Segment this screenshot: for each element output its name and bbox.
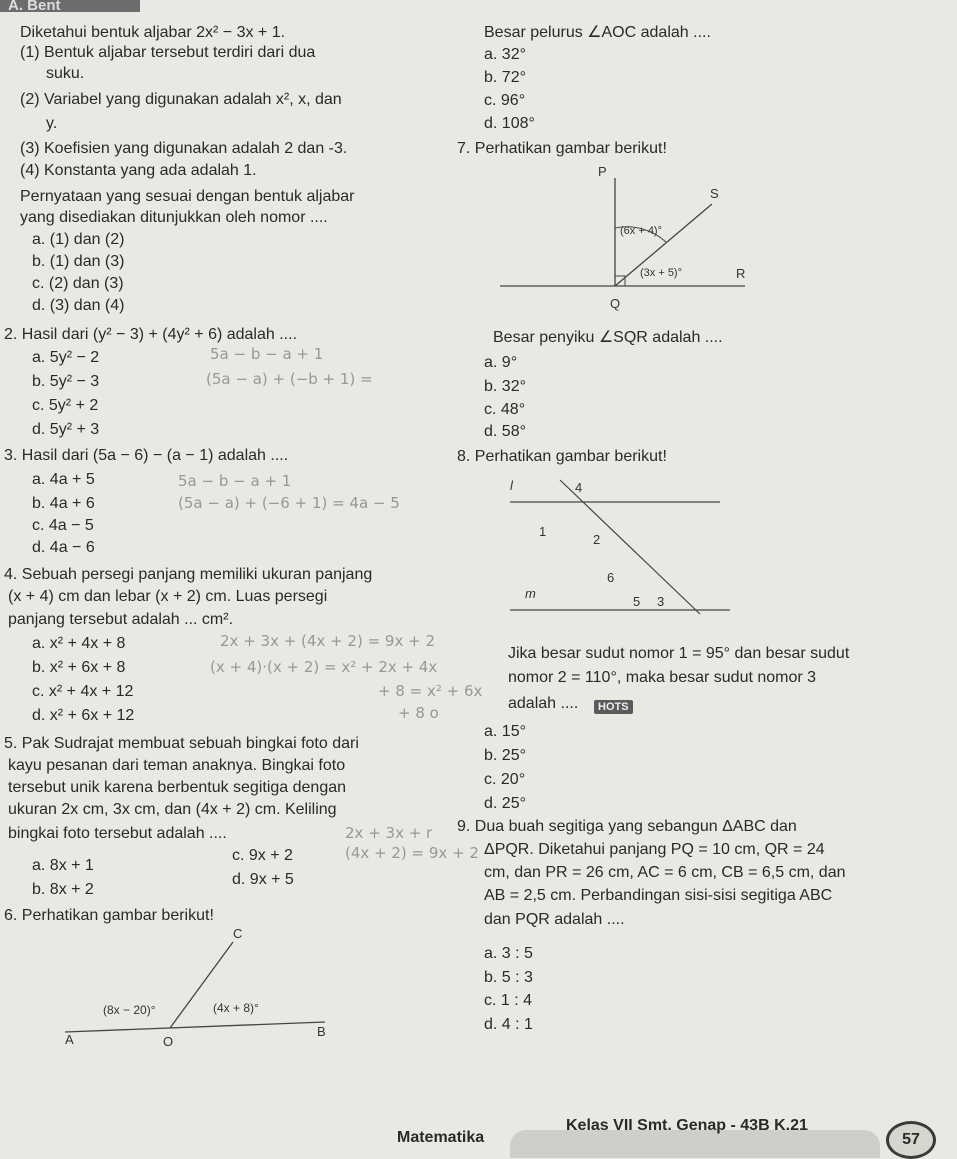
q9-option-c[interactable]: c. 1 : 4 <box>484 992 533 1009</box>
q9-line3: cm, dan PR = 26 cm, AC = 6 cm, CB = 6,5 cm, dan <box>484 864 846 881</box>
q6-heading: 6. Perhatikan gambar berikut! <box>4 907 214 924</box>
q7-option-d[interactable]: d. 58° <box>484 423 526 440</box>
q1-ask-line2: yang disediakan ditunjukkan oleh nomor .... <box>20 209 328 226</box>
angle-left-label: (8x − 20)° <box>103 1003 156 1017</box>
statement-1b: suku. <box>46 65 85 82</box>
handwriting-2: (5a − a) + (−b + 1) = <box>206 370 373 388</box>
handwriting-4: (5a − a) + (−6 + 1) = 4a − 5 <box>178 494 400 512</box>
q8-option-a[interactable]: a. 15° <box>484 723 526 740</box>
figure-angle-aoc <box>55 920 345 1050</box>
statement-2a: (2) Variabel yang digunakan adalah x², x, dan <box>20 91 342 108</box>
q6-option-d[interactable]: d. 108° <box>484 115 535 132</box>
angle-3: 3 <box>657 594 665 609</box>
q3-option-c[interactable]: c. 4a − 5 <box>32 517 94 534</box>
q7-heading: 7. Perhatikan gambar berikut! <box>457 140 667 157</box>
angle-6: 6 <box>607 570 615 585</box>
label-r: R <box>736 266 746 281</box>
page-number: 57 <box>886 1121 936 1159</box>
top-label: A. Bent <box>8 0 61 14</box>
q9-line1: 9. Dua buah segitiga yang sebangun ΔABC dan <box>457 818 797 835</box>
handwriting-6: (x + 4)·(x + 2) = x² + 2x + 4x <box>210 658 438 676</box>
handwriting-8: + 8 o <box>398 704 439 722</box>
handwriting-1: 5a − b − a + 1 <box>210 345 324 363</box>
q4-option-a[interactable]: a. x² + 4x + 8 <box>32 635 126 652</box>
label-o: O <box>163 1034 174 1049</box>
q4-line3: panjang tersebut adalah ... cm². <box>8 611 234 628</box>
ray-oc <box>170 942 233 1028</box>
q9-line4: AB = 2,5 cm. Perbandingan sisi-sisi segitiga ABC <box>484 887 833 904</box>
q5-line5: bingkai foto tersebut adalah .... <box>8 825 227 842</box>
q7-option-b[interactable]: b. 32° <box>484 378 526 395</box>
statement-1a: (1) Bentuk aljabar tersebut terdiri dari dua <box>20 44 316 61</box>
figure-angle-sqr <box>490 156 760 316</box>
footer-subject: Matematika <box>397 1129 485 1146</box>
q5-line4: ukuran 2x cm, 3x cm, dan (4x + 2) cm. Keliling <box>8 801 337 818</box>
q8-option-c[interactable]: c. 20° <box>484 771 526 788</box>
q3-question: 3. Hasil dari (5a − 6) − (a − 1) adalah .... <box>4 447 289 464</box>
q4-option-b[interactable]: b. x² + 6x + 8 <box>32 659 126 676</box>
q3-option-d[interactable]: d. 4a − 6 <box>32 539 95 556</box>
q2-option-b[interactable]: b. 5y² − 3 <box>32 373 100 390</box>
angle-5: 5 <box>633 594 641 609</box>
handwriting-7: + 8 = x² + 6x <box>378 682 483 700</box>
q1-intro: Diketahui bentuk aljabar 2x² − 3x + 1. <box>20 24 286 41</box>
q1-option-a[interactable]: a. (1) dan (2) <box>32 231 125 248</box>
q7-option-a[interactable]: a. 9° <box>484 354 518 371</box>
statement-4: (4) Konstanta yang ada adalah 1. <box>20 162 257 179</box>
handwriting-3: 5a − b − a + 1 <box>178 472 292 490</box>
q7-option-c[interactable]: c. 48° <box>484 401 526 418</box>
angle-4: 4 <box>575 480 583 495</box>
q5-option-c[interactable]: c. 9x + 2 <box>232 847 293 864</box>
q9-option-b[interactable]: b. 5 : 3 <box>484 969 533 986</box>
q3-option-a[interactable]: a. 4a + 5 <box>32 471 95 488</box>
statement-3: (3) Koefisien yang digunakan adalah 2 dan -3. <box>20 140 348 157</box>
label-b: B <box>317 1024 326 1039</box>
label-a: A <box>65 1032 74 1047</box>
figure-parallel-lines <box>505 472 745 622</box>
q2-question: 2. Hasil dari (y² − 3) + (4y² + 6) adalah .... <box>4 326 298 343</box>
q3-option-b[interactable]: b. 4a + 6 <box>32 495 95 512</box>
q5-line3: tersebut unik karena berbentuk segitiga dengan <box>8 779 347 796</box>
handwriting-10: (4x + 2) = 9x + 2 <box>345 844 479 862</box>
q1-option-d[interactable]: d. (3) dan (4) <box>32 297 125 314</box>
q2-option-c[interactable]: c. 5y² + 2 <box>32 397 99 414</box>
q5-option-d[interactable]: d. 9x + 5 <box>232 871 294 888</box>
q8-line3: adalah .... <box>508 695 579 712</box>
q5-line2: kayu pesanan dari teman anaknya. Bingkai foto <box>8 757 346 774</box>
label-p: P <box>598 164 607 179</box>
q6-ask: Besar pelurus ∠AOC adalah .... <box>484 24 711 41</box>
q4-option-d[interactable]: d. x² + 6x + 12 <box>32 707 135 724</box>
transversal <box>560 480 700 614</box>
label-q: Q <box>610 296 621 311</box>
q4-line2: (x + 4) cm dan lebar (x + 2) cm. Luas persegi <box>8 588 328 605</box>
q7-ask: Besar penyiku ∠SQR adalah .... <box>493 329 723 346</box>
q1-option-b[interactable]: b. (1) dan (3) <box>32 253 125 270</box>
q9-line2: ΔPQR. Diketahui panjang PQ = 10 cm, QR = 24 <box>484 841 825 858</box>
q9-option-a[interactable]: a. 3 : 5 <box>484 945 533 962</box>
q4-option-c[interactable]: c. x² + 4x + 12 <box>32 683 134 700</box>
q1-ask-line1: Pernyataan yang sesuai dengan bentuk aljabar <box>20 188 355 205</box>
q5-option-a[interactable]: a. 8x + 1 <box>32 857 94 874</box>
q6-option-b[interactable]: b. 72° <box>484 69 526 86</box>
label-l: l <box>510 478 513 493</box>
label-s: S <box>710 186 719 201</box>
q9-line5: dan PQR adalah .... <box>484 911 625 928</box>
handwriting-5: 2x + 3x + (4x + 2) = 9x + 2 <box>220 632 435 650</box>
q8-line2: nomor 2 = 110°, maka besar sudut nomor 3 <box>508 669 817 686</box>
q8-heading: 8. Perhatikan gambar berikut! <box>457 448 667 465</box>
angle-upper-label: (6x + 4)° <box>620 225 662 237</box>
q2-option-a[interactable]: a. 5y² − 2 <box>32 349 100 366</box>
angle-lower-label: (3x + 5)° <box>640 267 682 279</box>
q4-line1: 4. Sebuah persegi panjang memiliki ukuran panjang <box>4 566 373 583</box>
q5-line1: 5. Pak Sudrajat membuat sebuah bingkai foto dari <box>4 735 359 752</box>
q6-option-a[interactable]: a. 32° <box>484 46 526 63</box>
q8-option-b[interactable]: b. 25° <box>484 747 526 764</box>
q1-option-c[interactable]: c. (2) dan (3) <box>32 275 124 292</box>
footer-book: Kelas VII Smt. Genap - 43B K.21 <box>566 1117 808 1134</box>
label-c: C <box>233 926 243 941</box>
q8-option-d[interactable]: d. 25° <box>484 795 526 812</box>
q5-option-b[interactable]: b. 8x + 2 <box>32 881 94 898</box>
q2-option-d[interactable]: d. 5y² + 3 <box>32 421 100 438</box>
q8-line1: Jika besar sudut nomor 1 = 95° dan besar sudut <box>508 645 850 662</box>
handwriting-9: 2x + 3x + r <box>345 824 433 842</box>
angle-2: 2 <box>593 532 601 547</box>
hots-badge: HOTS <box>594 700 633 714</box>
angle-right-label: (4x + 8)° <box>213 1001 259 1015</box>
q9-option-d[interactable]: d. 4 : 1 <box>484 1016 533 1033</box>
line-ab <box>65 1022 325 1032</box>
label-m: m <box>525 586 536 601</box>
angle-1: 1 <box>539 524 547 539</box>
q6-option-c[interactable]: c. 96° <box>484 92 526 109</box>
statement-2b: y. <box>46 115 58 132</box>
